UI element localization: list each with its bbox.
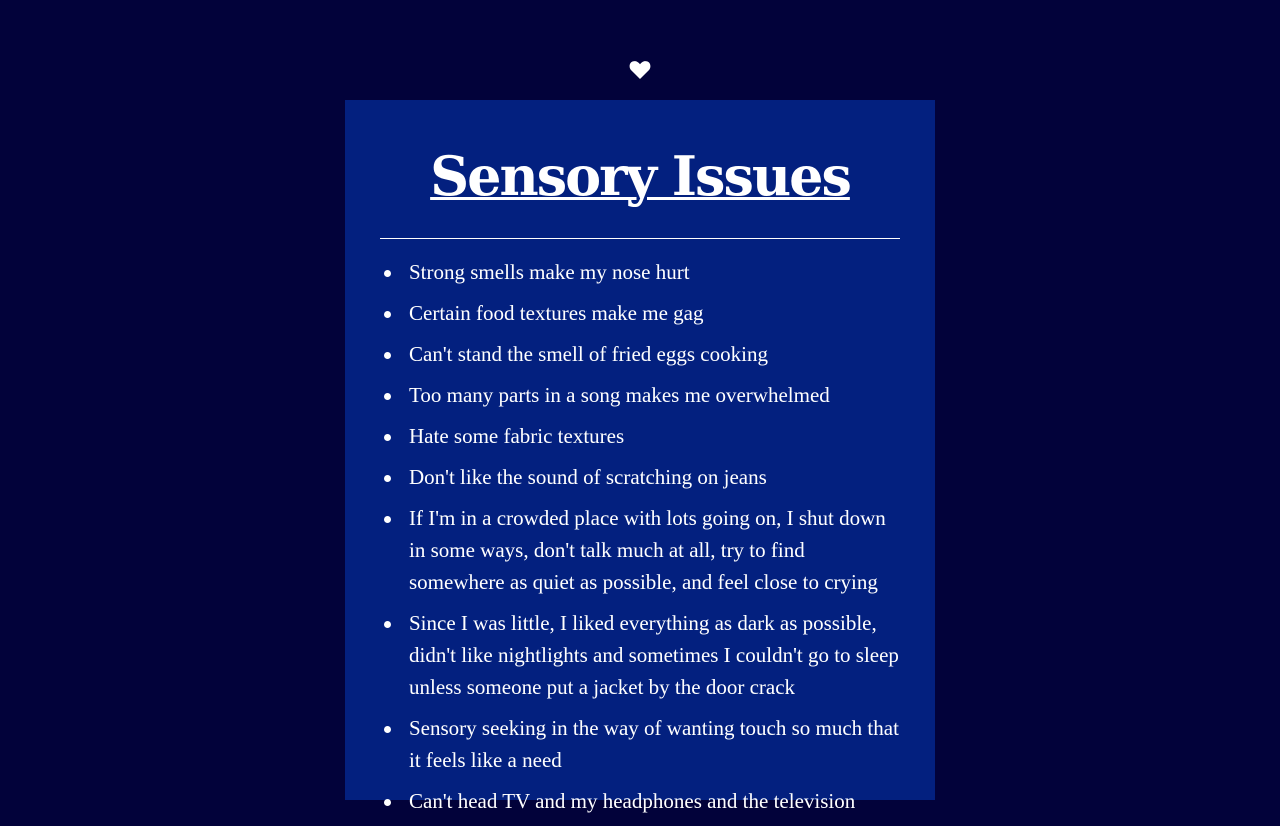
list-item-text: If I'm in a crowded place with lots going on, I shut down in some ways, don't talk much at all, try to find somewhere as quiet as possible, and feel close to crying <box>409 506 886 594</box>
bullet-icon <box>384 475 391 482</box>
bullet-icon <box>384 726 391 733</box>
list-item-text: Can't head TV and my headphones and the television <box>409 789 856 813</box>
list-item-text: Hate some fabric textures <box>409 424 625 448</box>
bullet-icon <box>384 311 391 318</box>
list-item-text: Can't stand the smell of fried eggs cooking <box>409 342 768 366</box>
bullet-icon <box>384 799 391 806</box>
sensory-issues-list <box>380 256 900 826</box>
heart-icon[interactable] <box>629 60 651 80</box>
list-item <box>380 502 900 598</box>
page-title: Sensory Issues <box>430 144 850 208</box>
sensory-issues-card <box>345 100 935 813</box>
bullet-icon <box>384 621 391 628</box>
list-item <box>380 256 900 288</box>
bullet-icon <box>384 434 391 441</box>
list-item <box>380 607 900 703</box>
list-item-text: Don't like the sound of scratching on jeans <box>409 465 767 489</box>
title-divider <box>380 238 900 239</box>
list-item-text: Since I was little, I liked everything as dark as possible, didn't like nightlights and sometimes I couldn't go to sleep unless someone put a jacket by the door crack <box>409 611 899 699</box>
list-item <box>380 461 900 493</box>
bullet-icon <box>384 352 391 359</box>
bullet-icon <box>384 516 391 523</box>
list-item-text: Sensory seeking in the way of wanting touch so much that it feels like a need <box>409 716 899 772</box>
list-item-text: Too many parts in a song makes me overwhelmed <box>409 383 830 407</box>
bullet-icon <box>384 270 391 277</box>
list-item-text: Strong smells make my nose hurt <box>409 260 690 284</box>
list-item <box>380 379 900 411</box>
list-item <box>380 297 900 329</box>
bullet-icon <box>384 393 391 400</box>
list-item <box>380 420 900 452</box>
list-item <box>380 785 900 817</box>
list-item <box>380 712 900 776</box>
list-item-text: Certain food textures make me gag <box>409 301 704 325</box>
list-item <box>380 338 900 370</box>
